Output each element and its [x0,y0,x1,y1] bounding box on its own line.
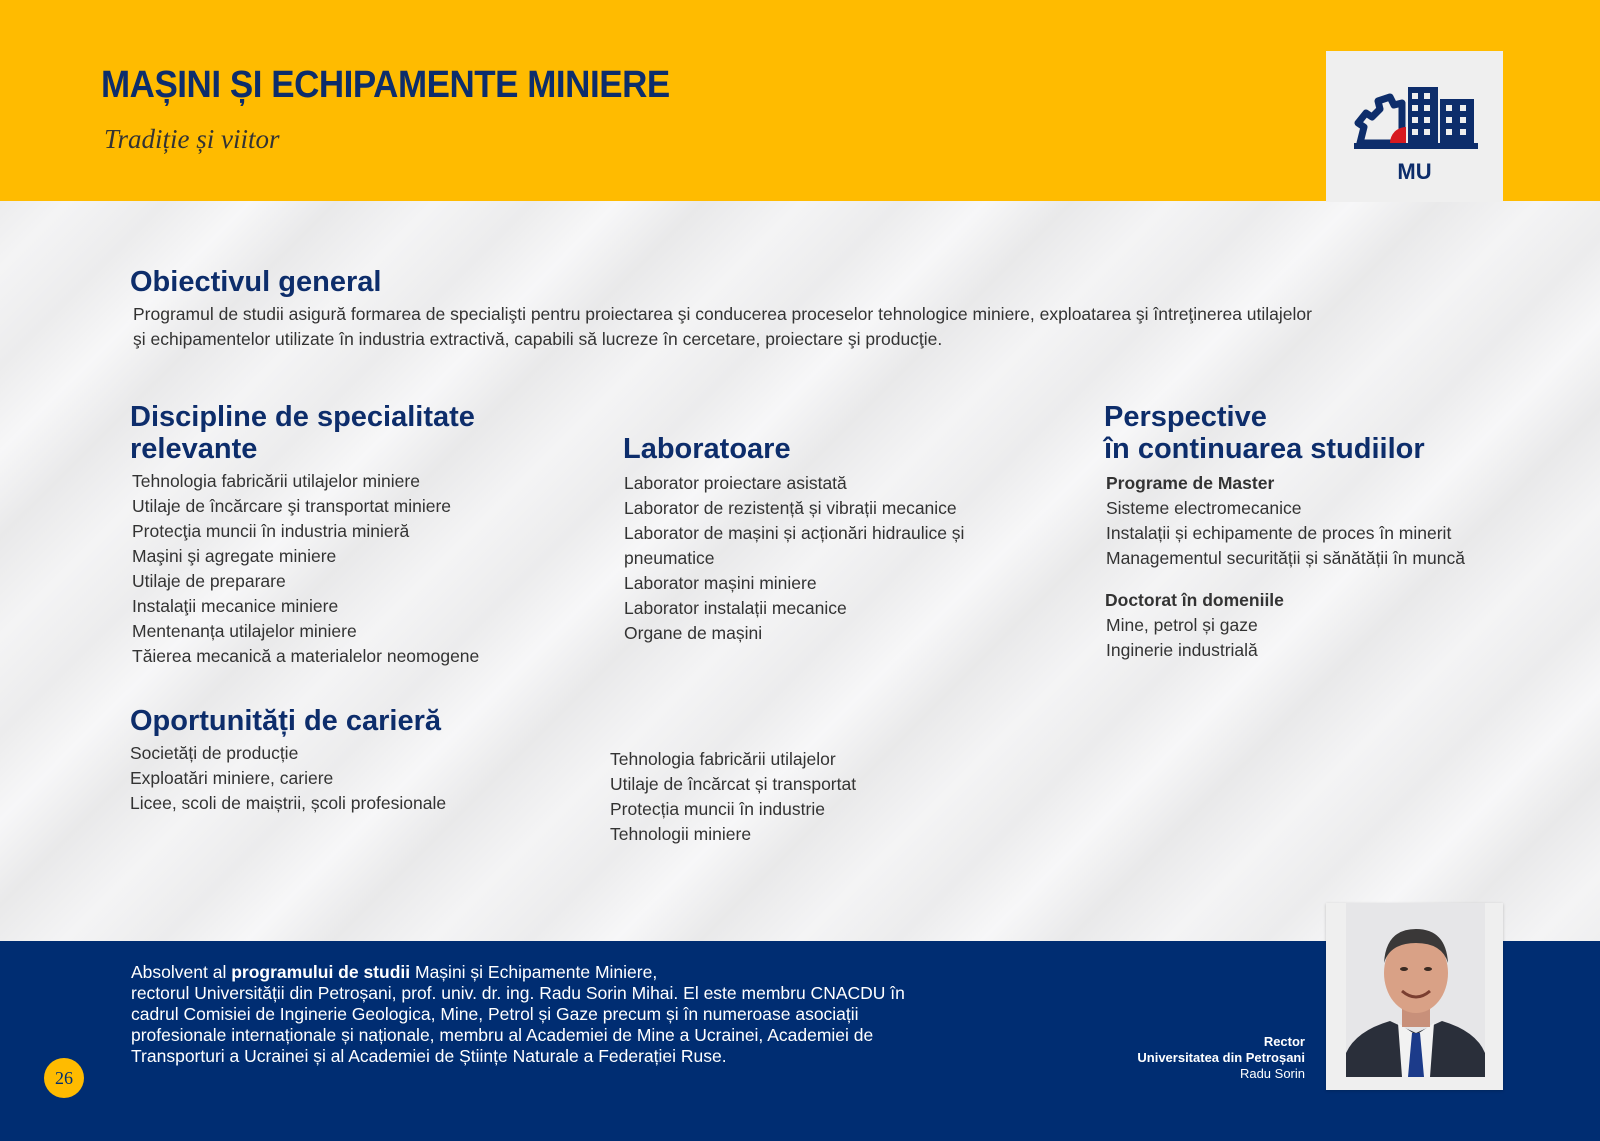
list-item: Tehnologii miniere [610,824,752,844]
bio-intro: Absolvent al [131,962,227,982]
university-logo-card [1326,51,1503,202]
list-item: Instalaţii mecanice miniere [132,596,339,616]
rector-photo-frame [1326,903,1503,1090]
list-item: Protecţia muncii în industria minieră [132,521,410,541]
list-item: Utilaje de încărcat și transportat [610,774,857,794]
master-list [1106,496,1574,571]
rector-bio [131,962,981,1067]
objective-line: şi echipamentelor utilizate în industria extractivă, capabili să lucreze în cercetare, proiectare şi producţie. [133,329,943,349]
list-item: Mentenanța utilajelor miniere [132,621,357,641]
objective-text [133,302,1480,352]
sig-role: Rector [1263,1034,1305,1049]
list-item: Laborator proiectare asistată [624,473,847,493]
bio-line: cadrul Comisiei de Inginerie Geologica, Mine, Petrol și Gaze precum și în numeroase asociații [131,1004,859,1024]
career-list-right [610,747,1010,847]
objective-heading: Obiectivul general [130,266,382,298]
gear-buildings-logo-icon [1354,81,1478,149]
list-item: Organe de mașini [624,623,763,643]
career-heading: Oportunități de carieră [130,705,442,737]
disciplines-heading [130,401,570,465]
perspectives-section [1104,401,1574,663]
list-item: Mine, petrol și gaze [1106,615,1258,635]
bio-line: profesionale internaționale și naționale, membru al Academiei de Mine a Ucrainei, Academiei de [131,1025,874,1045]
list-item: Licee, scoli de maiștrii, școli profesionale [130,793,447,813]
perspectives-heading-line: Perspective [1104,401,1267,433]
career-right-list [610,747,1010,847]
disciplines-list [132,469,570,669]
list-item: Utilaje de preparare [132,571,286,591]
bio-line: rectorul Universității din Petroșani, prof. univ. dr. ing. Radu Sorin Mihai. El este membru CNACDU în [131,983,905,1003]
disciplines-section [130,401,570,669]
rector-signature [1137,1034,1305,1082]
master-title: Programe de Master [1106,473,1275,493]
list-item: Inginerie industrială [1106,640,1258,660]
page-title: MAȘINI ȘI ECHIPAMENTE MINIERE [101,64,670,106]
list-item: Tehnologia fabricării utilajelor miniere [132,471,420,491]
page-subtitle: Tradiție și viitor [104,124,280,154]
perspectives-heading-line: în continuarea studiilor [1104,433,1425,465]
list-item: Tăierea mecanică a materialelor neomogene [132,646,480,666]
doctorate-title: Doctorat în domeniile [1105,590,1284,610]
list-item: Maşini şi agregate miniere [132,546,337,566]
list-item: Utilaje de încărcare şi transportat miniere [132,496,452,516]
doctorate-list [1106,613,1574,663]
list-item: Protecția muncii în industrie [610,799,825,819]
career-list [130,741,570,816]
bio-intro-bold: programului de studii [231,962,411,982]
list-item: pneumatice [624,548,715,568]
list-item: Managementul securității și sănătății în muncă [1106,548,1465,568]
perspectives-heading [1104,401,1574,465]
objective-section [130,266,1480,352]
list-item: Instalații și echipamente de proces în minerit [1106,523,1452,543]
bio-line: Transporturi a Ucrainei și al Academiei de Științe Naturale a Federației Ruse. [131,1046,727,1066]
list-item: Laborator de rezistență și vibrații mecanice [624,498,957,518]
rector-photo [1346,903,1485,1077]
list-item: Laborator instalații mecanice [624,598,847,618]
sig-org: Universitatea din Petroșani [1137,1050,1305,1065]
labs-list [624,471,1043,646]
labs-section [623,433,1043,646]
objective-line: Programul de studii asigură formarea de specialişti pentru proiectarea şi conducerea proceselor tehnologice miniere, exploatarea şi întreţinerea utilajelor [133,304,1312,324]
logo-text: MU [1397,159,1432,184]
disciplines-heading-line: Discipline de specialitate [130,401,475,433]
bio-first-line [131,962,981,983]
list-item: Laborator de mașini și acționări hidraulice și [624,523,965,543]
list-item: Societăți de producție [130,743,299,763]
labs-heading: Laboratoare [623,433,791,465]
disciplines-heading-line: relevante [130,433,258,465]
list-item: Exploatări miniere, cariere [130,768,334,788]
list-item: Tehnologia fabricării utilajelor [610,749,836,769]
bio-intro-rest: Mașini și Echipamente Miniere, [415,962,658,982]
list-item: Laborator mașini miniere [624,573,817,593]
career-section [130,705,570,816]
sig-name: Radu Sorin [1239,1066,1305,1081]
list-item: Sisteme electromecanice [1106,498,1302,518]
page-number: 26 [44,1058,84,1098]
